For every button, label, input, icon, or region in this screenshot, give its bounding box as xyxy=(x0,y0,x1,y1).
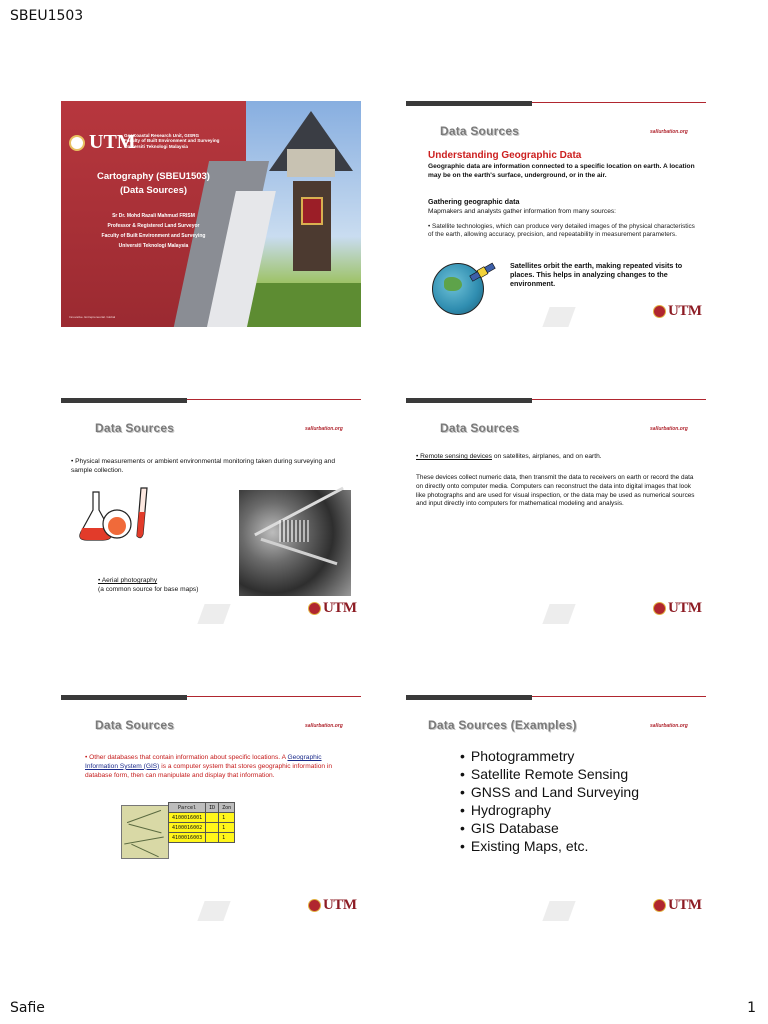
utm-seal-icon xyxy=(653,602,666,615)
author-block xyxy=(61,211,246,251)
list-item: • GIS Database xyxy=(460,819,639,837)
list-item: • Photogrammetry xyxy=(460,747,639,765)
table-cell xyxy=(206,823,219,833)
section-heading: Understanding Geographic Data xyxy=(428,150,582,161)
gis-text xyxy=(85,754,351,780)
utm-seal-icon xyxy=(653,305,666,318)
globe-land xyxy=(444,277,462,291)
intro-text: Mapmakers and analysts gather information from many sources: xyxy=(428,208,617,215)
aerial-photo xyxy=(239,490,351,596)
slide-top-bar xyxy=(61,695,361,700)
table-cell: 1 xyxy=(219,813,235,823)
remote-sensing-text xyxy=(416,453,602,460)
utm-logo-text: UTM xyxy=(323,600,357,616)
website-tag: sallurbation.org xyxy=(305,426,343,432)
table-row xyxy=(169,823,235,833)
gis-text-end: is a computer system that stores geographic information in database form, then can manipulate and display that information. xyxy=(85,762,333,779)
table-cell xyxy=(206,833,219,843)
unit-line: GeoCoastal Research Unit, GISRG xyxy=(124,133,200,138)
slogan: Innovative. Entrepreneurial. Global xyxy=(69,315,116,319)
website-tag: sallurbation.org xyxy=(650,723,688,729)
slide-top-bar xyxy=(61,398,361,403)
document-header: SBEU1503 xyxy=(10,8,84,24)
author-line: Professor & Registered Land Surveyor xyxy=(107,223,200,229)
table-header: ID xyxy=(206,803,219,813)
research-unit xyxy=(124,133,219,149)
slide-title: Data Sources xyxy=(440,421,520,435)
gis-link: Geographic Information System (GIS) xyxy=(85,754,322,770)
building-gate xyxy=(293,181,331,271)
footer-decor xyxy=(542,604,575,624)
slide-title xyxy=(61,101,361,327)
slide-title: Data Sources xyxy=(440,124,520,138)
utm-seal-icon xyxy=(69,135,85,151)
definition-text: Geographic data are information connected to a specific location on earth. A location may be on the earth's surface, underground, or in the air. xyxy=(428,163,695,179)
table-cell: 1 xyxy=(219,823,235,833)
aerial-note: (a common source for base maps) xyxy=(98,586,199,593)
table-cell xyxy=(206,813,219,823)
utm-logo xyxy=(308,897,357,914)
slide-physical-measurements xyxy=(61,398,361,624)
satellite-text: • Satellite technologies, which can produce very detailed images of the physical characteristics of the earth, allowing accuracy, precision, and repeatability in measurement parameters. xyxy=(428,223,695,239)
unit-line: Universiti Teknologi Malaysia xyxy=(124,143,188,149)
gate-emblem xyxy=(301,197,323,225)
author-line: Universiti Teknologi Malaysia xyxy=(118,243,189,249)
orbit-text: Satellites orbit the earth, making repeated visits to places. This helps in analyzing changes to the environment. xyxy=(510,261,683,289)
table-row xyxy=(169,813,235,823)
parcel-table xyxy=(168,802,235,843)
utm-logo xyxy=(653,303,702,320)
table-cell: 4100016003 xyxy=(169,833,206,843)
table-cell: 4100016002 xyxy=(169,823,206,833)
utm-logo xyxy=(653,897,702,914)
author-line: Faculty of Built Environment and Surveying xyxy=(101,233,206,239)
page-number: 1 xyxy=(747,1000,756,1016)
footer-decor xyxy=(197,901,230,921)
slide-title-line1: Cartography (SBEU1503) xyxy=(97,171,210,182)
parcel-map xyxy=(121,805,169,859)
remote-sensing-rest: on satellites, airplanes, and on earth. xyxy=(491,453,602,460)
devices-text: These devices collect numeric data, then transmit the data to receivers on earth or record the data on directly onto computer media. Computers can reconstruct the data into digital images that look like photographs and are used for visual inspection, or the data may be used as numerical sources and input directly into computers for mathematical modeling and analysis. xyxy=(416,474,695,508)
table-cell: 4100016001 xyxy=(169,813,206,823)
aerial-label: • Aerial photography xyxy=(98,577,158,584)
slide-title: Data Sources xyxy=(95,421,175,435)
building-eave xyxy=(287,149,335,177)
gis-text-start: • Other databases that contain information about specific locations. A xyxy=(85,754,288,761)
lawn xyxy=(246,283,361,327)
slide-top-bar xyxy=(406,695,706,700)
slide-data-sources-examples xyxy=(406,695,706,921)
utm-logo-text: UTM xyxy=(668,897,702,913)
lab-flask-icon xyxy=(73,482,163,552)
slide-understanding-geographic-data xyxy=(406,101,706,327)
table-cell: 1 xyxy=(219,833,235,843)
footer-decor xyxy=(542,901,575,921)
website-tag: sallurbation.org xyxy=(650,426,688,432)
footer-decor xyxy=(542,307,575,327)
footer-decor xyxy=(197,604,230,624)
website-tag: sallurbation.org xyxy=(305,723,343,729)
slide-gis-databases xyxy=(61,695,361,921)
utm-seal-icon xyxy=(308,899,321,912)
list-item: • GNSS and Land Surveying xyxy=(460,783,639,801)
utm-seal-icon xyxy=(653,899,666,912)
list-item: • Existing Maps, etc. xyxy=(460,837,639,855)
utm-seal-icon xyxy=(308,602,321,615)
utm-logo-text: UTM xyxy=(323,897,357,913)
slide-top-bar xyxy=(406,101,706,106)
slide-top-bar xyxy=(406,398,706,403)
table-header: Zon xyxy=(219,803,235,813)
remote-sensing-link: • Remote sensing devices xyxy=(416,453,492,460)
utm-logo xyxy=(308,600,357,617)
examples-list xyxy=(460,747,639,855)
unit-line: Faculty of Built Environment and Surveying xyxy=(124,138,220,144)
author-line: Sr Dr. Mohd Razali Mahmud FRISM xyxy=(112,213,195,219)
satellite-icon xyxy=(468,261,498,285)
utm-logo-text: UTM xyxy=(89,131,136,153)
slide-title: Data Sources xyxy=(95,718,175,732)
slide-remote-sensing xyxy=(406,398,706,624)
list-item: • Hydrography xyxy=(460,801,639,819)
subheading: Gathering geographic data xyxy=(428,197,520,206)
measurement-text: • Physical measurements or ambient environmental monitoring taken during surveying and sample collection. xyxy=(71,458,335,474)
website-tag: sallurbation.org xyxy=(650,129,688,135)
slide-title-line2: (Data Sources) xyxy=(119,185,188,196)
document-footer-author: Safie xyxy=(10,1000,45,1016)
utm-logo xyxy=(653,600,702,617)
table-row xyxy=(169,833,235,843)
table-header: Parcel xyxy=(169,803,206,813)
utm-logo-text: UTM xyxy=(668,600,702,616)
utm-logo-text: UTM xyxy=(668,303,702,319)
slide-title: Data Sources (Examples) xyxy=(428,718,577,732)
list-item: • Satellite Remote Sensing xyxy=(460,765,639,783)
